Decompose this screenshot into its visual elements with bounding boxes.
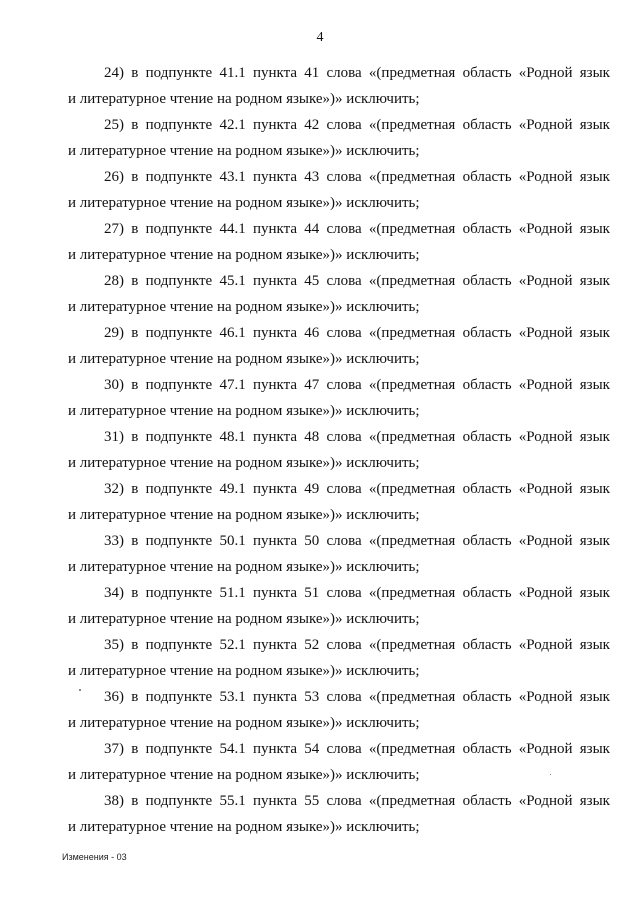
item-word: язык: [579, 429, 610, 445]
item-second-line: и литературное чтение на родном языке»)» исключить;: [68, 247, 420, 263]
item-second-line: и литературное чтение на родном языке»)» исключить;: [68, 143, 420, 159]
item-word: слова: [326, 169, 362, 185]
item-word: в: [131, 533, 139, 549]
list-item: [68, 736, 610, 788]
item-first-line: [68, 580, 610, 606]
item-word: область: [462, 585, 512, 601]
item-word: пункта: [252, 377, 297, 393]
item-word: слова: [326, 221, 362, 237]
item-first-line: [68, 112, 610, 138]
amendment-list: [68, 60, 610, 840]
item-word: 51.1: [219, 585, 246, 601]
item-word: 34): [104, 585, 124, 601]
item-word: подпункте: [145, 429, 213, 445]
item-first-line: [68, 684, 610, 710]
item-first-line: [68, 60, 610, 86]
item-word: подпункте: [145, 793, 213, 809]
item-first-line: [68, 268, 610, 294]
item-word: пункта: [252, 585, 297, 601]
item-word: 45.1: [219, 273, 246, 289]
item-word: пункта: [252, 117, 297, 133]
list-item: [68, 268, 610, 320]
item-first-line: [68, 216, 610, 242]
item-word: 50: [304, 533, 320, 549]
item-word: 46: [304, 325, 320, 341]
item-word: в: [131, 65, 139, 81]
item-word: язык: [579, 377, 610, 393]
item-word: «Родной: [518, 325, 573, 341]
item-word: 36): [104, 689, 124, 705]
item-word: 44.1: [219, 221, 246, 237]
item-word: 35): [104, 637, 124, 653]
item-word: в: [131, 169, 139, 185]
item-word: 42.1: [219, 117, 246, 133]
item-first-line: [68, 320, 610, 346]
item-second-line: и литературное чтение на родном языке»)» исключить;: [68, 767, 420, 783]
item-word: слова: [326, 273, 362, 289]
item-word: область: [462, 221, 512, 237]
item-word: 27): [104, 221, 124, 237]
item-second-line: и литературное чтение на родном языке»)» исключить;: [68, 611, 420, 627]
item-word: подпункте: [145, 481, 213, 497]
item-second-line: и литературное чтение на родном языке»)» исключить;: [68, 455, 420, 471]
item-word: подпункте: [145, 325, 213, 341]
item-word: «(предметная: [368, 325, 456, 341]
item-word: подпункте: [145, 273, 213, 289]
item-word: «Родной: [518, 741, 573, 757]
item-word: слова: [326, 429, 362, 445]
item-word: слова: [326, 65, 362, 81]
item-word: в: [131, 221, 139, 237]
item-first-line: [68, 788, 610, 814]
item-word: 55: [304, 793, 320, 809]
item-first-line: [68, 736, 610, 762]
item-word: подпункте: [145, 637, 213, 653]
item-word: «Родной: [518, 533, 573, 549]
item-word: язык: [579, 325, 610, 341]
list-item: [68, 684, 610, 736]
item-word: «(предметная: [368, 741, 456, 757]
item-word: подпункте: [145, 221, 213, 237]
list-item: [68, 632, 610, 684]
item-word: «Родной: [518, 689, 573, 705]
item-word: 55.1: [219, 793, 246, 809]
item-word: «(предметная: [368, 169, 456, 185]
item-word: пункта: [252, 637, 297, 653]
item-word: пункта: [252, 221, 297, 237]
item-word: язык: [579, 65, 610, 81]
list-item: [68, 372, 610, 424]
item-word: 26): [104, 169, 124, 185]
item-word: 41: [304, 65, 320, 81]
item-word: в: [131, 637, 139, 653]
item-word: 54: [304, 741, 320, 757]
item-word: 43.1: [219, 169, 246, 185]
item-word: 38): [104, 793, 124, 809]
item-word: в: [131, 689, 139, 705]
item-word: пункта: [252, 325, 297, 341]
item-word: слова: [326, 793, 362, 809]
item-second-line: и литературное чтение на родном языке»)» исключить;: [68, 715, 420, 731]
item-word: пункта: [252, 741, 297, 757]
list-item: [68, 320, 610, 372]
item-word: «Родной: [518, 65, 573, 81]
item-first-line: [68, 372, 610, 398]
item-word: слова: [326, 741, 362, 757]
item-word: «Родной: [518, 429, 573, 445]
item-word: пункта: [252, 689, 297, 705]
item-word: область: [462, 325, 512, 341]
item-word: 51: [304, 585, 320, 601]
item-word: в: [131, 793, 139, 809]
list-item: [68, 60, 610, 112]
item-word: 46.1: [219, 325, 246, 341]
item-second-line: и литературное чтение на родном языке»)» исключить;: [68, 195, 420, 211]
scan-speck: [79, 689, 81, 691]
item-word: «(предметная: [368, 585, 456, 601]
item-word: слова: [326, 689, 362, 705]
item-word: 25): [104, 117, 124, 133]
item-word: слова: [326, 377, 362, 393]
item-word: «Родной: [518, 585, 573, 601]
item-word: 37): [104, 741, 124, 757]
item-word: «Родной: [518, 793, 573, 809]
item-word: «Родной: [518, 117, 573, 133]
item-word: 45: [304, 273, 320, 289]
item-word: в: [131, 481, 139, 497]
list-item: [68, 476, 610, 528]
item-word: «Родной: [518, 169, 573, 185]
item-word: язык: [579, 689, 610, 705]
item-second-line: и литературное чтение на родном языке»)» исключить;: [68, 663, 420, 679]
item-word: пункта: [252, 481, 297, 497]
item-word: «(предметная: [368, 221, 456, 237]
item-word: язык: [579, 533, 610, 549]
item-word: язык: [579, 637, 610, 653]
item-word: «Родной: [518, 377, 573, 393]
item-word: 31): [104, 429, 124, 445]
item-word: пункта: [252, 169, 297, 185]
item-first-line: [68, 632, 610, 658]
item-word: слова: [326, 585, 362, 601]
list-item: [68, 216, 610, 268]
item-second-line: и литературное чтение на родном языке»)» исключить;: [68, 351, 420, 367]
item-word: область: [462, 429, 512, 445]
item-second-line: и литературное чтение на родном языке»)» исключить;: [68, 299, 420, 315]
item-word: подпункте: [145, 65, 213, 81]
item-word: пункта: [252, 793, 297, 809]
item-word: в: [131, 273, 139, 289]
item-second-line: и литературное чтение на родном языке»)» исключить;: [68, 91, 420, 107]
list-item: [68, 788, 610, 840]
item-word: «(предметная: [368, 637, 456, 653]
item-word: «Родной: [518, 637, 573, 653]
item-word: «(предметная: [368, 65, 456, 81]
item-word: язык: [579, 481, 610, 497]
item-first-line: [68, 164, 610, 190]
item-word: в: [131, 585, 139, 601]
item-word: язык: [579, 221, 610, 237]
item-word: 52.1: [219, 637, 246, 653]
item-word: 48.1: [219, 429, 246, 445]
list-item: [68, 424, 610, 476]
item-word: подпункте: [145, 533, 213, 549]
item-word: «(предметная: [368, 273, 456, 289]
item-second-line: и литературное чтение на родном языке»)» исключить;: [68, 403, 420, 419]
item-word: подпункте: [145, 741, 213, 757]
item-word: 33): [104, 533, 124, 549]
item-word: 47: [304, 377, 320, 393]
item-word: область: [462, 533, 512, 549]
item-word: «Родной: [518, 221, 573, 237]
list-item: [68, 164, 610, 216]
item-first-line: [68, 528, 610, 554]
item-word: 48: [304, 429, 320, 445]
item-word: «(предметная: [368, 429, 456, 445]
item-word: область: [462, 65, 512, 81]
item-word: слова: [326, 533, 362, 549]
item-word: «(предметная: [368, 117, 456, 133]
item-word: «(предметная: [368, 377, 456, 393]
item-word: 28): [104, 273, 124, 289]
item-word: язык: [579, 169, 610, 185]
item-word: 30): [104, 377, 124, 393]
item-word: подпункте: [145, 377, 213, 393]
item-word: область: [462, 481, 512, 497]
item-word: «Родной: [518, 481, 573, 497]
item-word: 53.1: [219, 689, 246, 705]
item-word: в: [131, 741, 139, 757]
item-word: пункта: [252, 65, 297, 81]
item-word: в: [131, 325, 139, 341]
item-word: 29): [104, 325, 124, 341]
item-word: язык: [579, 117, 610, 133]
item-word: в: [131, 117, 139, 133]
item-word: пункта: [252, 533, 297, 549]
item-word: «(предметная: [368, 481, 456, 497]
item-word: слова: [326, 481, 362, 497]
item-second-line: и литературное чтение на родном языке»)» исключить;: [68, 819, 420, 835]
item-word: «(предметная: [368, 689, 456, 705]
item-word: область: [462, 117, 512, 133]
item-word: «Родной: [518, 273, 573, 289]
list-item: [68, 580, 610, 632]
footer-note: Изменения - 03: [62, 852, 127, 862]
item-first-line: [68, 476, 610, 502]
item-word: 41.1: [219, 65, 246, 81]
item-word: 24): [104, 65, 124, 81]
item-word: 47.1: [219, 377, 246, 393]
item-word: 53: [304, 689, 320, 705]
item-word: 52: [304, 637, 320, 653]
item-word: язык: [579, 273, 610, 289]
item-word: 32): [104, 481, 124, 497]
item-word: область: [462, 793, 512, 809]
item-word: область: [462, 169, 512, 185]
item-word: язык: [579, 585, 610, 601]
item-first-line: [68, 424, 610, 450]
list-item: [68, 528, 610, 580]
item-word: 50.1: [219, 533, 246, 549]
item-word: слова: [326, 117, 362, 133]
item-word: подпункте: [145, 689, 213, 705]
item-word: в: [131, 429, 139, 445]
item-word: язык: [579, 741, 610, 757]
item-word: подпункте: [145, 117, 213, 133]
item-word: область: [462, 741, 512, 757]
item-word: слова: [326, 325, 362, 341]
item-word: 49.1: [219, 481, 246, 497]
item-second-line: и литературное чтение на родном языке»)» исключить;: [68, 507, 420, 523]
item-word: область: [462, 273, 512, 289]
item-word: 54.1: [219, 741, 246, 757]
item-word: область: [462, 377, 512, 393]
item-word: подпункте: [145, 169, 213, 185]
item-word: пункта: [252, 429, 297, 445]
item-word: 44: [304, 221, 320, 237]
item-second-line: и литературное чтение на родном языке»)» исключить;: [68, 559, 420, 575]
item-word: язык: [579, 793, 610, 809]
item-word: пункта: [252, 273, 297, 289]
item-word: «(предметная: [368, 533, 456, 549]
item-word: подпункте: [145, 585, 213, 601]
item-word: слова: [326, 637, 362, 653]
list-item: [68, 112, 610, 164]
item-word: область: [462, 689, 512, 705]
scan-speck: [550, 774, 551, 775]
page-number: 4: [316, 30, 324, 45]
item-word: «(предметная: [368, 793, 456, 809]
item-word: 43: [304, 169, 320, 185]
item-word: 42: [304, 117, 320, 133]
item-word: в: [131, 377, 139, 393]
item-word: 49: [304, 481, 320, 497]
item-word: область: [462, 637, 512, 653]
